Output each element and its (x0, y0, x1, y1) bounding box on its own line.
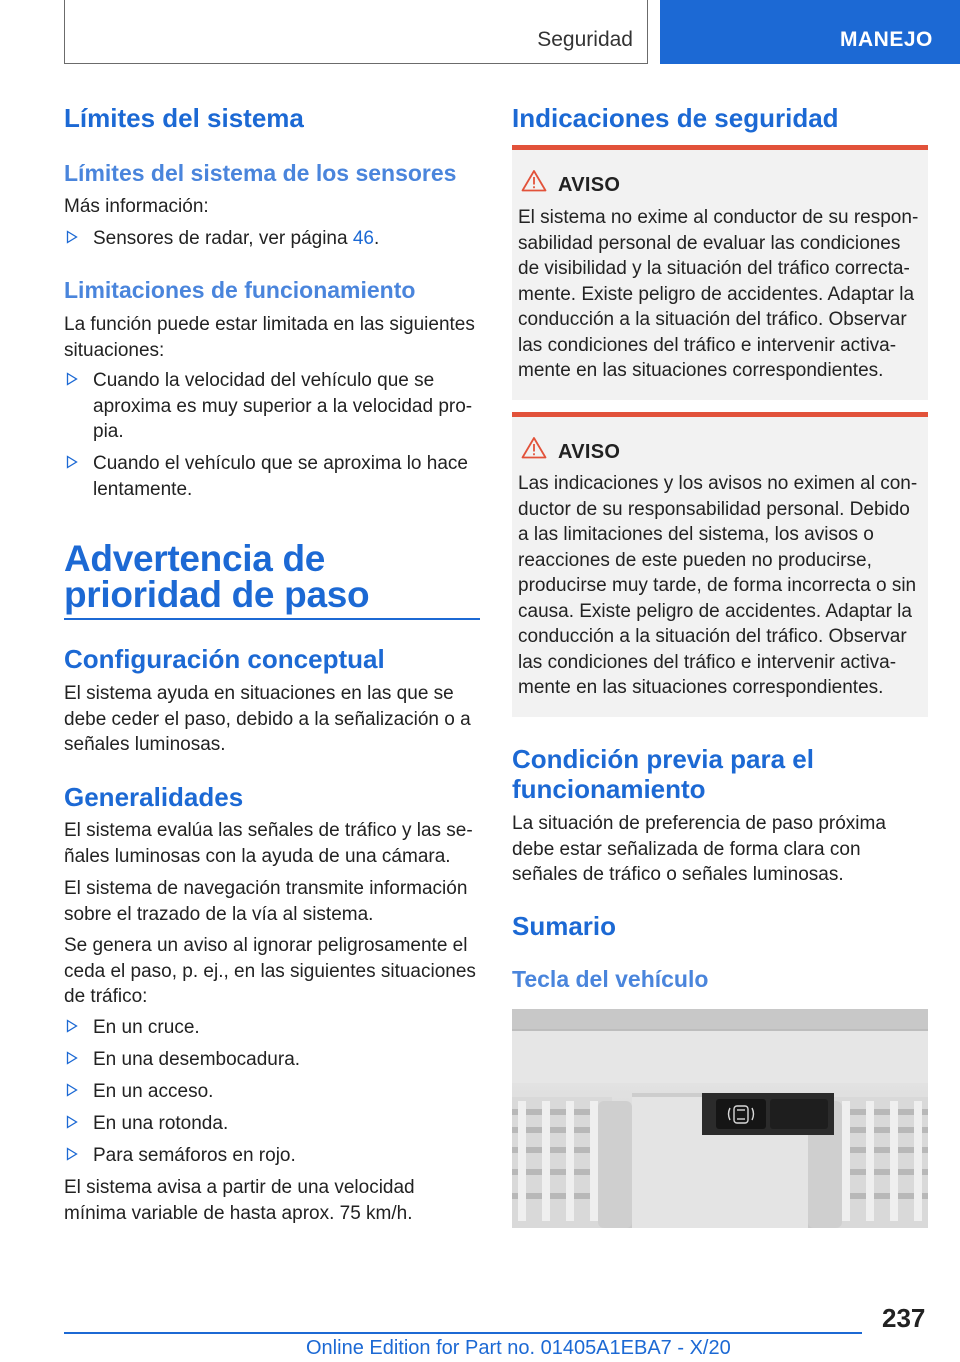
paragraph-mas-info: Más información: (64, 196, 209, 217)
list-item-text: En una rotonda. (93, 1113, 229, 1134)
footer-rule (64, 1332, 862, 1334)
paragraph-generalidades-3: Se genera un aviso al ignorar peligrosamente el ceda el paso, p. ej., en las siguientes situaciones de tráfico: (64, 935, 476, 1007)
triangle-bullet-icon (66, 230, 78, 244)
paragraph-generalidades-2: El sistema de navegación transmite información sobre el trazado de la vía al sistema. (64, 878, 468, 925)
header-chapter-tab[interactable] (660, 0, 960, 64)
heading-generalidades: Generalidades (64, 782, 244, 812)
paragraph-velocidad: El sistema avisa a partir de una velocidad mínima variable de hasta aprox. 75 km/h. (64, 1177, 415, 1224)
warning-bar (512, 145, 928, 150)
triangle-bullet-icon (66, 1115, 78, 1129)
heading-indicaciones-seguridad: Indicaciones de seguridad (512, 103, 839, 133)
header-section-box (64, 0, 648, 64)
triangle-bullet-icon (66, 1019, 78, 1033)
list-item (64, 451, 480, 502)
heading-limitaciones: Limitaciones de funcionamiento (64, 277, 416, 303)
paragraph-configuracion: El sistema ayuda en situaciones en las que se debe ceder el paso, debido a la señalización o a señales luminosas. (64, 683, 471, 755)
heading-limites-sensores: Límites del sistema de los sensores (64, 160, 457, 186)
vehicle-dashboard-illustration (512, 1009, 928, 1228)
list-item-text: Cuando el vehículo que se aproxima lo hace lentamente. (93, 453, 468, 500)
warning-box-2 (512, 412, 928, 717)
heading-configuracion: Configuración conceptual (64, 644, 385, 674)
list-item-text: En un cruce. (93, 1017, 200, 1038)
list-item (64, 368, 480, 445)
list-item (64, 1079, 480, 1105)
list-item (64, 1047, 480, 1073)
vehicle-button-photo (512, 1009, 928, 1228)
heading-tecla-vehiculo: Tecla del vehículo (512, 966, 709, 992)
warning-label: AVISO (558, 441, 621, 463)
header-chapter-label: MANEJO (840, 28, 933, 51)
warning-bar (512, 412, 928, 417)
list-item-text: Cuando la velocidad del vehículo que se aproxima es muy superior a la velocidad propia. (93, 370, 473, 442)
paragraph-generalidades-1: El sistema evalúa las señales de tráfico y las señales luminosas con la ayuda de una cámara. (64, 820, 473, 867)
warning-triangle-icon (521, 436, 547, 459)
page-number: 237 (882, 1303, 926, 1333)
list-item (64, 1015, 480, 1041)
triangle-bullet-icon (66, 1051, 78, 1065)
triangle-bullet-icon (66, 1147, 78, 1161)
list-item-text: En un acceso. (93, 1081, 214, 1102)
heading-sumario: Sumario (512, 911, 617, 941)
warning-triangle-icon (521, 169, 547, 192)
list-item-text: Sensores de radar, ver página (93, 228, 353, 249)
section-divider (64, 618, 480, 620)
heading-condicion-previa: Condición previa para el funcionamiento (512, 744, 814, 804)
warning-box-1 (512, 145, 928, 400)
heading-advertencia-prioridad: Advertencia de prioridad de paso (64, 538, 370, 615)
triangle-bullet-icon (66, 1083, 78, 1097)
triangle-bullet-icon (66, 372, 78, 386)
list-item-end: . (373, 228, 380, 249)
heading-limites-sistema: Límites del sistema (64, 103, 304, 133)
warning-text: Las indicaciones y los avisos no eximen al conductor de su responsabilidad personal. Debido a las limitaciones del sistema, los avisos o reacciones de este pueden no producirse, producirse muy tarde, de forma incorrecta o sin causa. Existe peligro de accidentes. Adaptar la conducción a la situación del tráfico. Observar las condiciones del tráfico e intervenir activamente en las situaciones correspondientes. (518, 473, 918, 698)
paragraph-condicion: La situación de preferencia de paso próxima debe estar señalizada de forma clara con señales de tráfico o señales luminosas. (512, 813, 886, 885)
paragraph-limitaciones: La función puede estar limitada en las siguientes situaciones: (64, 314, 475, 361)
warning-text: El sistema no exime al conductor de su responsabilidad personal de evaluar las condiciones de visibilidad y la situación del tráfico correctamente. Existe peligro de accidentes. Adaptar la conducción a la situación del tráfico. Observar las condiciones del tráfico e intervenir activamente en las situaciones correspondientes. (518, 207, 919, 381)
list-item-text: Para semáforos en rojo. (93, 1145, 296, 1166)
page-link-46[interactable]: 46 (352, 228, 374, 249)
list-item (64, 226, 480, 252)
footer-edition: Online Edition for Part no. 01405A1EBA7 - X/20 (306, 1337, 731, 1359)
list-item (64, 1143, 480, 1169)
triangle-bullet-icon (66, 455, 78, 469)
header-section-title: Seguridad (537, 28, 633, 51)
list-item-text: En una desembocadura. (93, 1049, 301, 1070)
list-item (64, 1111, 480, 1137)
warning-label: AVISO (558, 174, 621, 196)
